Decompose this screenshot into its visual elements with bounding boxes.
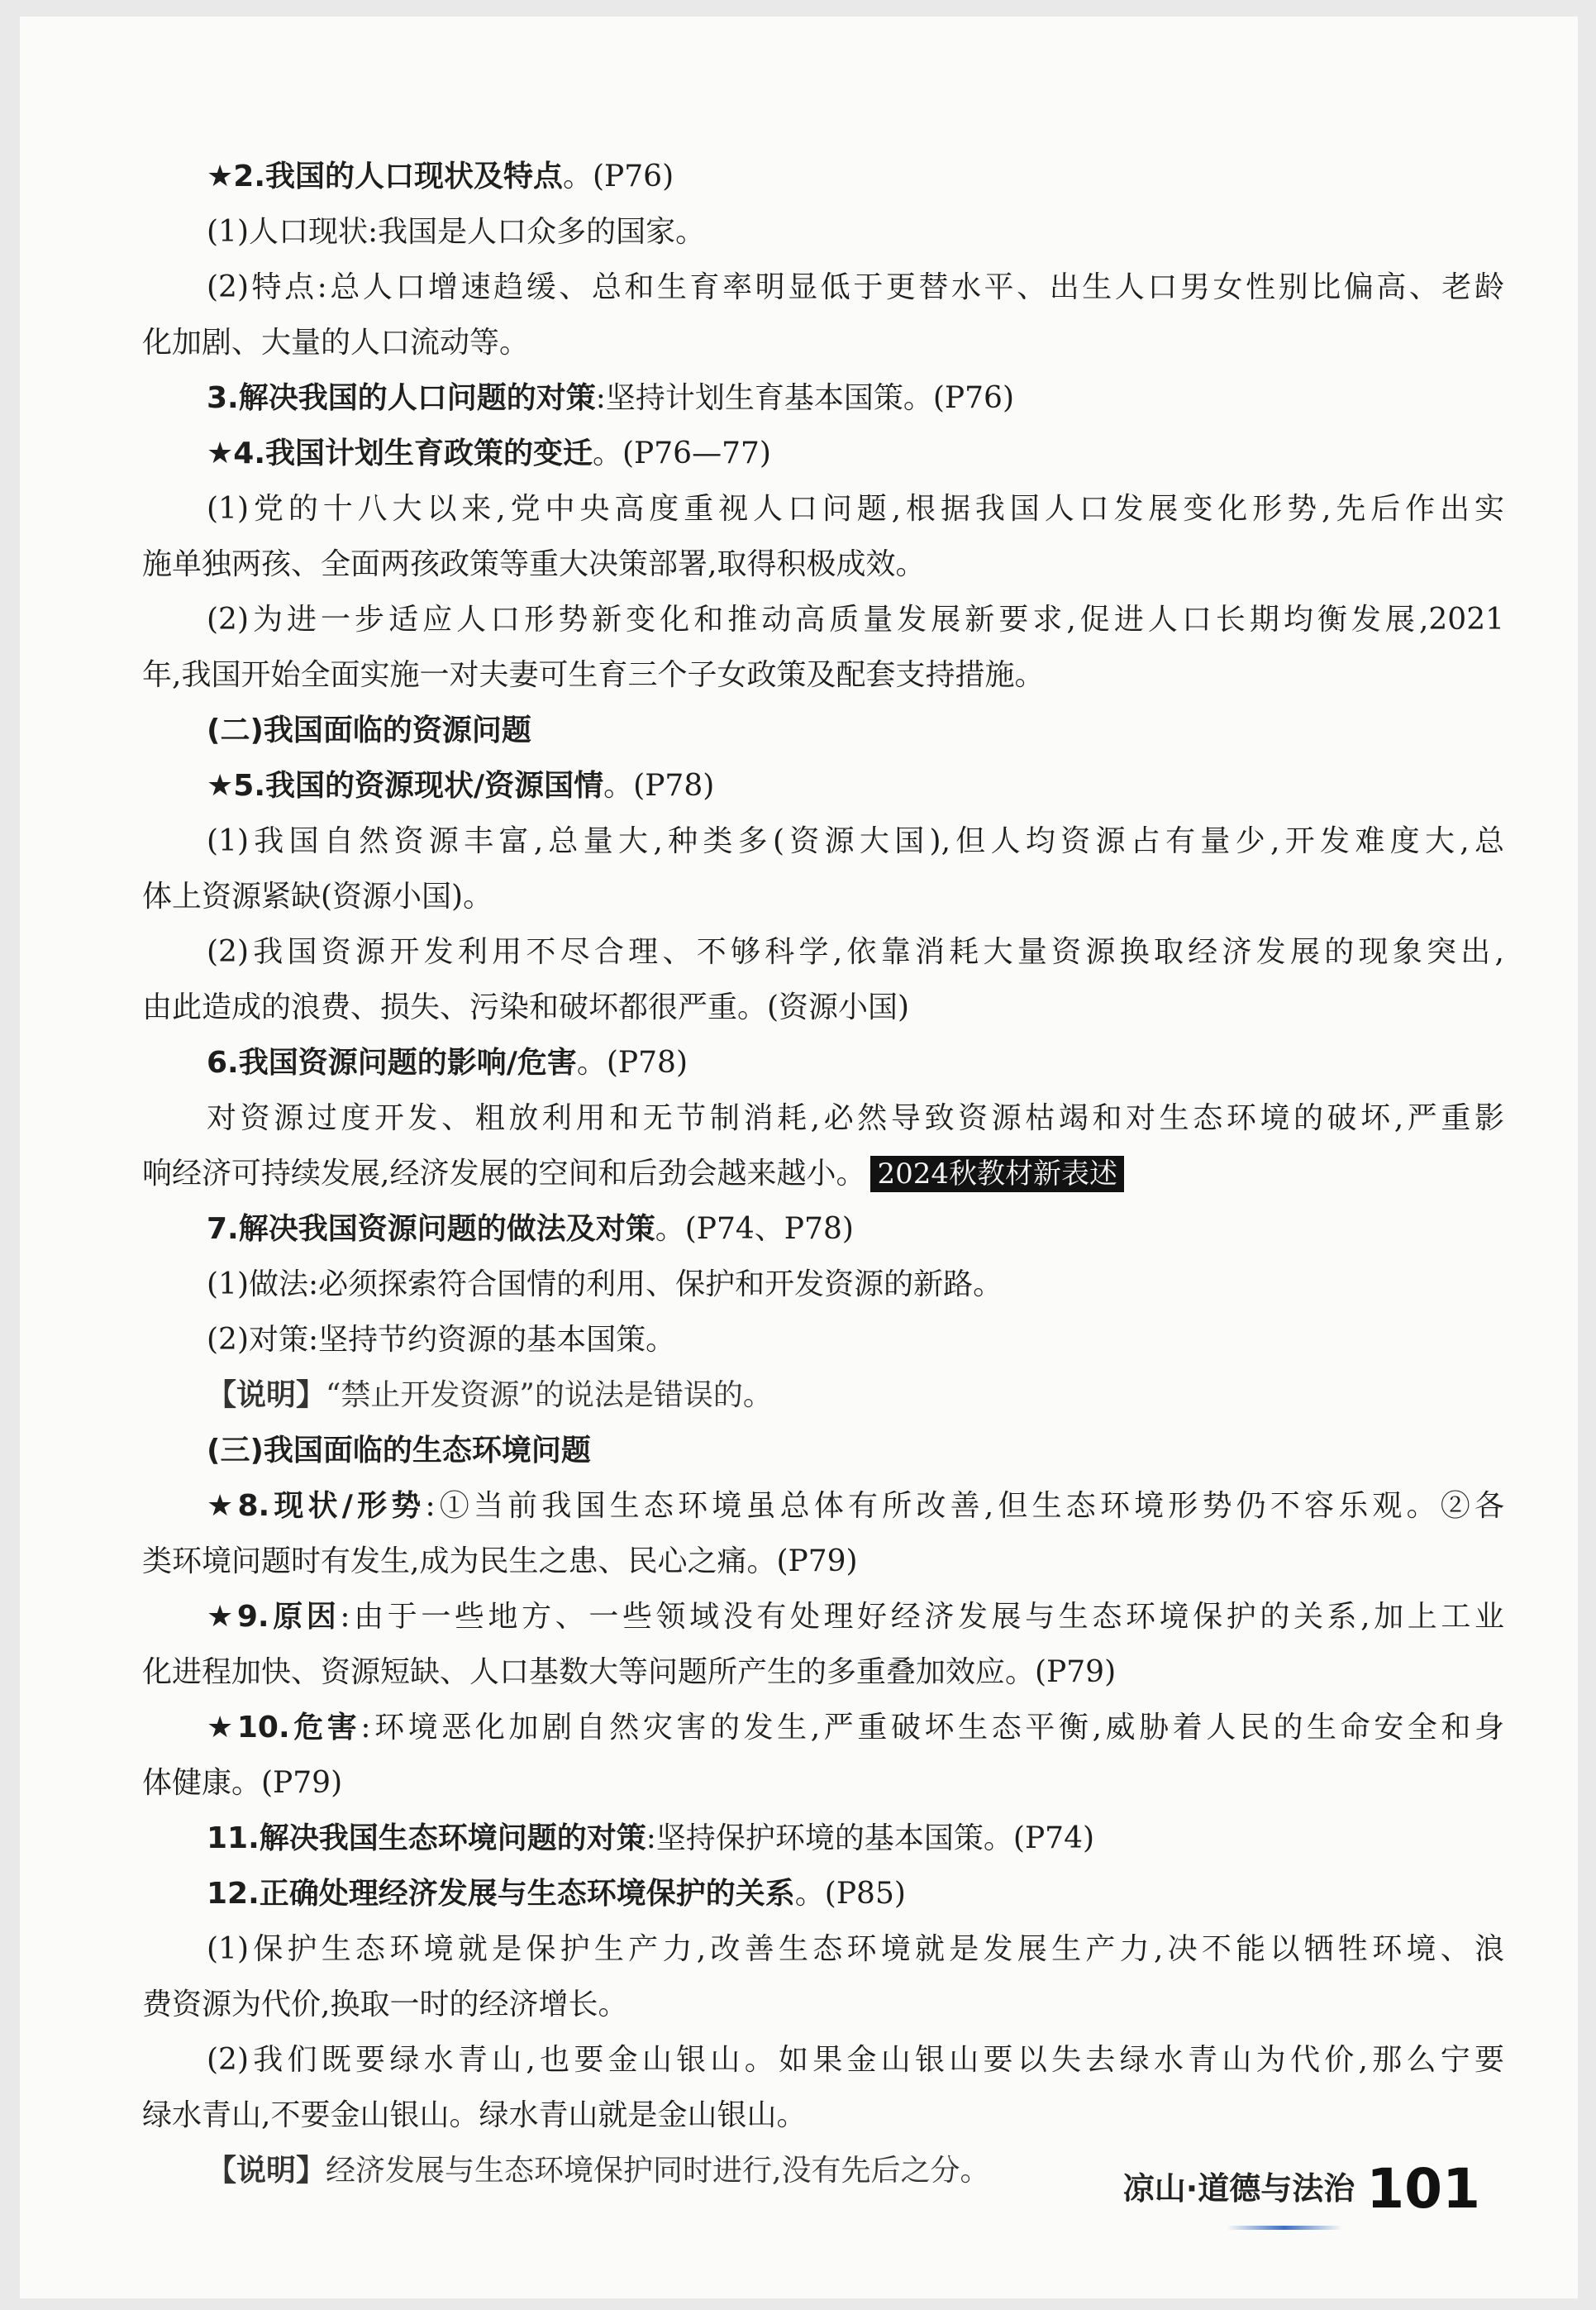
item-heading-4 <box>142 426 1504 481</box>
paragraph-line: (2)为进一步适应人口形势新变化和推动高质量发展新要求,促进人口长期均衡发展,2021 <box>207 603 1504 637</box>
paragraph-line: (1)党的十八大以来,党中央高度重视人口问题,根据我国人口发展变化形势,先后作出实 <box>207 492 1504 526</box>
note-line <box>142 1367 1504 1423</box>
paragraph-line: 体上资源紧缺(资源小国)。 <box>142 880 493 914</box>
note-text: 经济发展与生态环境保护同时进行,没有先后之分。 <box>326 2154 990 2188</box>
paragraph-line: (1)人口现状:我国是人口众多的国家。 <box>207 215 706 249</box>
paragraph-line: 化进程加快、资源短缺、人口基数大等问题所产生的多重叠加效应。(P79) <box>142 1655 1117 1689</box>
page-ref: 。(P78) <box>603 769 715 803</box>
paragraph-text: 响经济可持续发展,经济发展的空间和后劲会越来越小。 <box>142 1157 866 1191</box>
paragraph-line: 施单独两孩、全面两孩政策等重大决策部署,取得积极成效。 <box>142 547 926 581</box>
paragraph-line: 类环境问题时有发生,成为民生之患、民心之痛。(P79) <box>142 1544 858 1578</box>
paragraph-line: 年,我国开始全面实施一对夫妻可生育三个子女政策及配套支持措施。 <box>142 658 1045 692</box>
heading-rest: :①当前我国生态环境虽总体有所改善,但生态环境形势仍不容乐观。②各 <box>425 1489 1504 1523</box>
paragraph-line: 费资源为代价,换取一时的经济增长。 <box>142 1988 628 2021</box>
page-ref: 。(P74、P78) <box>655 1212 854 1246</box>
heading-text: 6.我国资源问题的影响/危害 <box>207 1046 577 1080</box>
heading-text: 11.解决我国生态环境问题的对策 <box>207 1821 646 1855</box>
item-heading-11 <box>142 1811 1504 1866</box>
item-heading-6 <box>142 1035 1504 1091</box>
paragraph-line: 绿水青山,不要金山银山。绿水青山就是金山银山。 <box>142 2098 807 2132</box>
section-heading-3: (三)我国面临的生态环境问题 <box>207 1434 591 1468</box>
item-heading-3 <box>142 370 1504 426</box>
item-heading-2 <box>142 149 1504 204</box>
paragraph-line: (2)我国资源开发利用不尽合理、不够科学,依靠消耗大量资源换取经济发展的现象突出, <box>207 935 1504 969</box>
page-ref: 。(P76—77) <box>593 437 771 470</box>
paragraph-line: (2)我们既要绿水青山,也要金山银山。如果金山银山要以失去绿水青山为代价,那么宁要 <box>207 2043 1504 2077</box>
heading-text: ★10.危害 <box>207 1711 361 1744</box>
paragraph-line: (1)我国自然资源丰富,总量大,种类多(资源大国),但人均资源占有量少,开发难度大,总 <box>207 824 1504 858</box>
paragraph-line: (1)做法:必须探索符合国情的利用、保护和开发资源的新路。 <box>207 1267 1003 1301</box>
footer-decorative-rule <box>1227 2226 1342 2230</box>
heading-text: 7.解决我国资源问题的做法及对策 <box>207 1212 655 1246</box>
paragraph-line: 体健康。(P79) <box>142 1766 343 1800</box>
heading-rest: :坚持计划生育基本国策。(P76) <box>595 381 1014 415</box>
page-ref: 。(P85) <box>794 1877 906 1911</box>
heading-rest: :由于一些地方、一些领域没有处理好经济发展与生态环境保护的关系,加上工业 <box>340 1600 1504 1634</box>
page-ref: 。(P76) <box>563 160 674 193</box>
item-heading-7 <box>142 1201 1504 1257</box>
footer-region-subject: 凉山·道德与法治 <box>1122 2170 1355 2207</box>
item-heading-9 <box>142 1589 1504 1644</box>
item-heading-5 <box>142 758 1504 814</box>
heading-text: 3.解决我国的人口问题的对策 <box>207 381 596 415</box>
paragraph-line: (1)保护生态环境就是保护生产力,改善生态环境就是发展生产力,决不能以牺牲环境、浪 <box>207 1932 1504 1966</box>
textbook-page <box>20 17 1578 2298</box>
paragraph-line: (2)特点:总人口增速趋缓、总和生育率明显低于更替水平、出生人口男女性别比偏高、老龄 <box>207 270 1504 304</box>
note-label: 【说明】 <box>207 1378 326 1412</box>
heading-text: 12.正确处理经济发展与生态环境保护的关系 <box>207 1877 795 1911</box>
heading-rest: :环境恶化加剧自然灾害的发生,严重破坏生态平衡,威胁着人民的生命安全和身 <box>360 1711 1504 1744</box>
paragraph-line: (2)对策:坚持节约资源的基本国策。 <box>207 1323 676 1357</box>
page-ref: 。(P78) <box>576 1046 688 1080</box>
paragraph-line: 对资源过度开发、粗放利用和无节制消耗,必然导致资源枯竭和对生态环境的破坏,严重影 <box>207 1101 1504 1135</box>
heading-text: ★2.我国的人口现状及特点 <box>207 160 563 193</box>
paragraph-line: 由此造成的浪费、损失、污染和破坏都很严重。(资源小国) <box>142 990 910 1024</box>
heading-text: ★5.我国的资源现状/资源国情 <box>207 769 604 803</box>
page-footer <box>1122 2157 1480 2221</box>
paragraph-line: 化加剧、大量的人口流动等。 <box>142 326 530 360</box>
section-heading-2: (二)我国面临的资源问题 <box>207 714 531 747</box>
page-content <box>142 149 1504 2198</box>
new-edition-badge: 2024秋教材新表述 <box>870 1156 1124 1192</box>
heading-rest: :坚持保护环境的基本国策。(P74) <box>646 1821 1095 1855</box>
note-text: “禁止开发资源”的说法是错误的。 <box>326 1378 773 1412</box>
item-heading-10 <box>142 1700 1504 1755</box>
paragraph-line <box>142 1146 1504 1201</box>
item-heading-8 <box>142 1478 1504 1534</box>
note-label: 【说明】 <box>207 2154 326 2188</box>
page-number: 101 <box>1366 2157 1480 2221</box>
item-heading-12 <box>142 1866 1504 1921</box>
heading-text: ★9.原因 <box>207 1600 341 1634</box>
heading-text: ★4.我国计划生育政策的变迁 <box>207 437 593 470</box>
heading-text: ★8.现状/形势 <box>207 1489 426 1523</box>
